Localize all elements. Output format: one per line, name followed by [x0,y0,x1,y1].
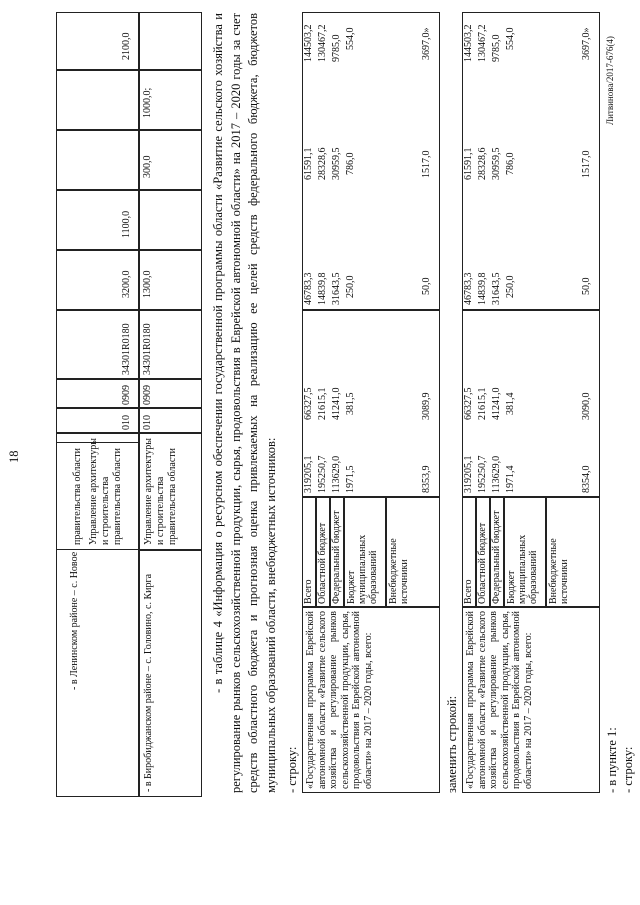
new-source-2: Федеральный бюджет [491,510,502,604]
new-total-r2: 113629,0 [491,455,502,493]
old-y3-r1: 28328,6 [317,147,328,180]
old-y2-r1: 14839,8 [317,272,328,305]
old-total-r4: 8353,9 [421,465,432,493]
new-y4-r4: 3697,0» [581,27,592,60]
old-source-4: Внебюджетные источники [388,538,410,604]
new-y1-r2: 41241,0 [491,387,502,420]
upper-row1-executor-prev: правительства области [72,448,83,545]
old-y4-r2: 9785,0 [331,34,342,62]
old-y3-r4: 1517,0 [421,150,432,178]
old-y1-r3: 381,5 [345,392,356,415]
old-y2-r3: 250,0 [345,275,356,298]
old-source-2: Федеральный бюджет [331,510,342,604]
upper-row1-val2: 1100,0 [121,210,132,238]
new-y2-r4: 50,0 [581,277,592,295]
upper-row2-code2: 0909 [142,385,153,405]
new-y4-r2: 9785,0 [491,34,502,62]
new-total-r3: 1971,4 [505,465,516,493]
upper-row1-val4-cell [56,70,139,130]
new-source-1: Областной бюджет [477,522,488,604]
old-source-1: Областной бюджет [317,522,328,604]
old-total-r3: 1971,5 [345,465,356,493]
upper-row2-val3: 300,0 [142,155,153,178]
upper-row1-code1: 010 [121,415,132,430]
new-y1-r1: 21615,1 [477,387,488,420]
old-y4-r4: 3697,0» [421,27,432,60]
new-source-0: Всего [463,579,474,604]
upper-row2-val2-cell [139,190,202,250]
upper-row2-name: - в Биробиджанском районе – с. Головино, с. Кирга [143,573,154,792]
old-total-r1: 195250,7 [317,455,328,493]
old-y4-r1: 130467,2 [317,24,328,62]
upper-row1-val3-cell [56,130,139,190]
label-replace: заменить строкой: [445,695,459,793]
upper-row1-val5: 2100,0 [121,32,132,60]
new-y3-r4: 1517,0 [581,150,592,178]
old-total-r2: 113629,0 [331,455,342,493]
new-y1-r4: 3090,0 [581,392,592,420]
new-y3-r2: 30959,5 [491,147,502,180]
new-source-4: Внебюджетные источники [548,538,570,604]
label-point: - в пункте 1: [605,727,619,793]
new-y3-r1: 28328,6 [477,147,488,180]
new-total-r4: 8354,0 [581,465,592,493]
new-y2-r2: 31643,5 [491,272,502,305]
new-y4-r3: 554,0 [505,27,516,50]
intro-paragraph: - в таблице 4 «Информация о ресурсном обеспечении государственной программы области «Развитие сельского хозяйства и регулирование рынков сельскохозяйственной продукции, сырья, продовольствия в Еврейской автономной области» на 2017 – 2020 годы за счет средств областного бюджета и прогнозная оценка привлекаемых на реализацию ее целей средств федерального бюджета, бюджетов муниципальных образований области, внебюджетных источников: [211,13,278,793]
old-program-name: «Государственная программа Еврейской автономной области «Развитие сельского хозяйства и регулирование рынков сельскохозяйственной продукции, сырья, продовольствия в Еврейской автономной области» на 2017 – 2020 годы, всего: [305,611,374,789]
old-y2-r2: 31643,5 [331,272,342,305]
new-total-r1: 195250,7 [477,455,488,493]
upper-row2-val5-cell [139,12,202,70]
upper-row2-val1: 1300,0 [142,270,153,298]
old-total-r0: 319205,1 [303,455,314,493]
upper-row1-name: - в Ленинском районе – с. Новое [69,551,80,690]
new-y4-r1: 130467,2 [477,24,488,62]
new-y2-r3: 250,0 [505,275,516,298]
old-y3-r0: 61591,1 [303,147,314,180]
old-y4-r0: 144503,2 [303,24,314,62]
upper-row1-code2: 0909 [121,385,132,405]
new-source-3: Бюджет муниципальных образований [506,534,539,604]
old-y4-r3: 554,0 [345,27,356,50]
label-row: - строку: [285,746,299,793]
document-stamp: Литвинова/2017-676(4) [605,36,615,125]
new-y1-r0: 66327,5 [463,387,474,420]
old-source-0: Всего [303,579,314,604]
old-y3-r2: 30959,5 [331,147,342,180]
new-y3-r0: 61591,1 [463,147,474,180]
old-y3-r3: 786,0 [345,152,356,175]
old-y2-r4: 50,0 [421,277,432,295]
upper-row1-code3: 34301R0180 [121,323,132,375]
new-y2-r1: 14839,8 [477,272,488,305]
upper-row1-val1: 3200,0 [121,270,132,298]
new-y1-r3: 381,4 [505,392,516,415]
old-y1-r2: 41241,0 [331,387,342,420]
page-number: 18 [7,450,21,463]
upper-row2-executor: Управление архитектуры и строительства правительства области [143,438,178,545]
old-y1-r1: 21615,1 [317,387,328,420]
new-program-name: «Государственная программа Еврейской автономной области «Развитие сельского хозяйства и регулирование рынков сельскохозяйственной продукции, сырья, продовольствия в Еврейской автономной области» на 2017 – 2020 годы, всего: [465,611,534,789]
old-y1-r4: 3089,9 [421,392,432,420]
old-y2-r0: 46783,3 [303,272,314,305]
old-source-3: Бюджет муниципальных образований [346,534,379,604]
new-y3-r3: 786,0 [505,152,516,175]
old-y1-r0: 66327,5 [303,387,314,420]
new-y4-r0: 144503,2 [463,24,474,62]
new-y2-r0: 46783,3 [463,272,474,305]
upper-row1-executor: Управление архитектуры и строительства правительства области [88,438,123,545]
upper-row2-code3: 34301R0180 [142,323,153,375]
upper-row2-code1: 010 [142,415,153,430]
label-row-2: - строку: [621,746,635,793]
new-total-r0: 319205,1 [463,455,474,493]
upper-row2-val4: 1000,0; [142,87,153,118]
